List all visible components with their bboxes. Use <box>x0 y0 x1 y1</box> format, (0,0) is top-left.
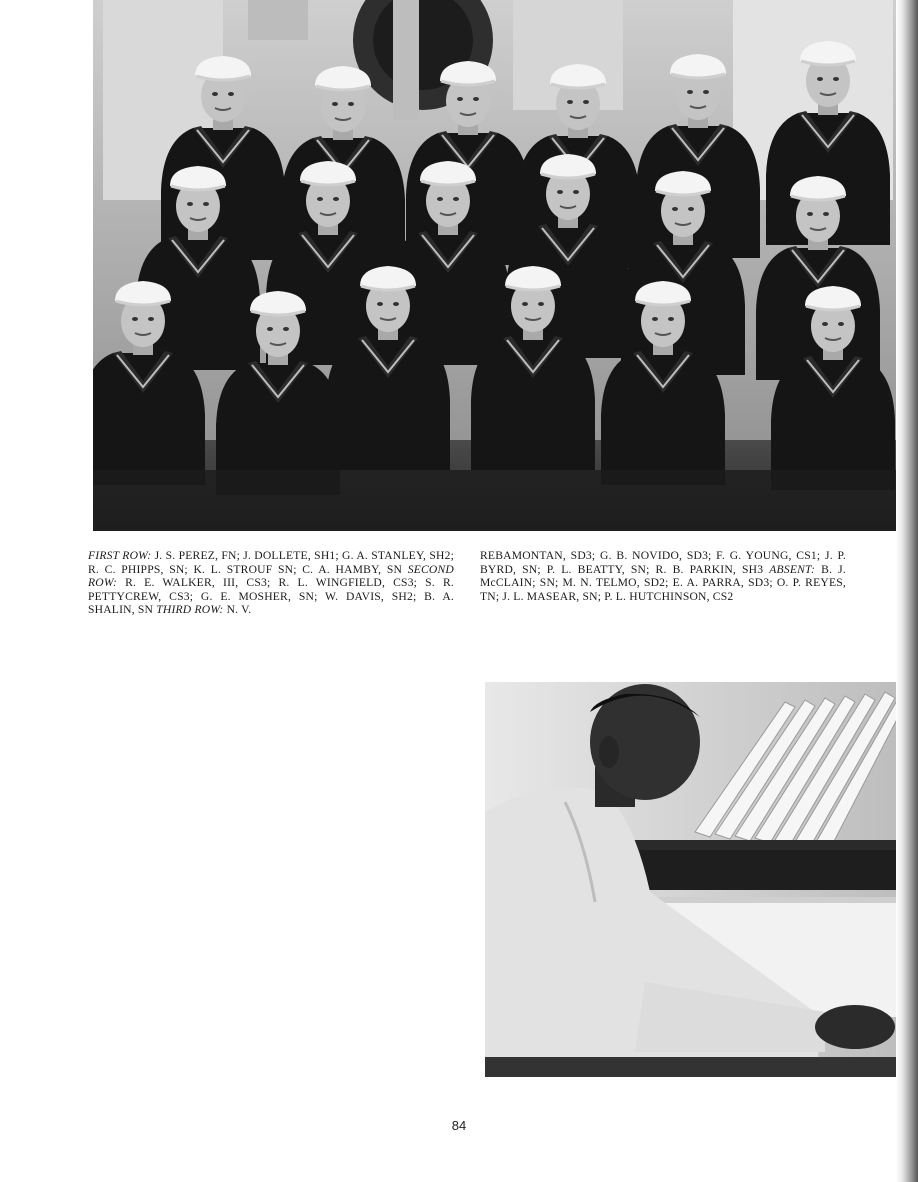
group-photo <box>93 0 909 531</box>
caption-text-third-row: N. V. <box>223 603 252 617</box>
clerk-photo-image <box>485 682 910 1077</box>
caption-left-column <box>88 549 454 617</box>
clerk-photo <box>485 682 910 1077</box>
caption-label-third-row: THIRD ROW: <box>156 603 224 617</box>
page-edge-shadow <box>896 0 918 1182</box>
caption-text-third-row-cont: REBAMONTAN, SD3; G. B. NOVIDO, SD3; F. G. YOUNG, CS1; J. P. BYRD, SN; P. L. BEATTY, SN; R. B. PARKIN, SH3 <box>480 549 846 576</box>
caption-right-column <box>480 549 846 603</box>
caption-text-absent: B. J. McCLAIN; SN; M. N. TELMO, SD2; E. A. PARRA, SD3; O. P. REYES, TN; J. L. MASEAR, SN; P. L. HUTCHINSON, CS2 <box>480 562 846 603</box>
group-photo-image <box>93 0 909 531</box>
caption-text-first-row: J. S. PEREZ, FN; J. DOLLETE, SH1; G. A. STANLEY, SH2; R. C. PHIPPS, SN; K. L. STROUF SN; C. A. HAMBY, SN <box>88 549 454 576</box>
caption-label-absent: ABSENT: <box>769 562 816 576</box>
caption-label-second-row: SECOND ROW: <box>88 562 454 590</box>
caption-text-second-row: R. E. WALKER, III, CS3; R. L. WINGFIELD, CS3; S. R. PETTYCREW, CS3; G. E. MOSHER, SN; W. DAVIS, SH2; B. A. SHALIN, SN <box>88 576 454 617</box>
caption-label-first-row: FIRST ROW: <box>88 549 152 562</box>
page-number: 84 <box>451 1118 467 1133</box>
